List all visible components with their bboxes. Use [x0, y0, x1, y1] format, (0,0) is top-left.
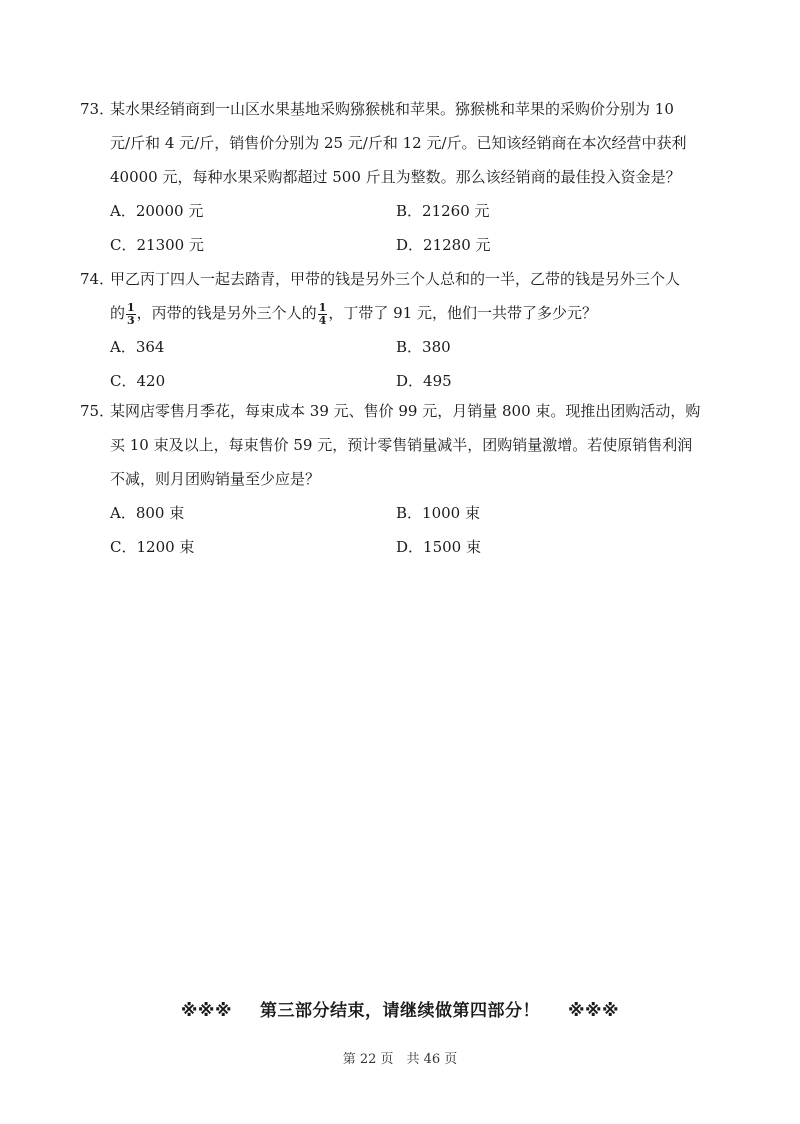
- question-73: [80, 92, 720, 262]
- options: [110, 496, 720, 564]
- question-line: [80, 394, 720, 428]
- fraction-numerator: 1: [127, 300, 135, 314]
- option-a: A．20000 元: [110, 202, 204, 220]
- option-d: D．21280 元: [396, 236, 491, 254]
- question-text: 不减，则月团购销量至少应是？: [110, 470, 321, 488]
- option-b: B．21260 元: [396, 202, 490, 220]
- option-c: C．420: [110, 372, 166, 390]
- reference-mark-left: ※※※: [180, 1001, 232, 1021]
- page-footer: 第 22 页 共 46 页: [342, 1052, 458, 1067]
- option-row: [110, 530, 720, 564]
- reference-mark-right: ※※※: [568, 1001, 620, 1021]
- option-a: A．800 束: [110, 504, 185, 522]
- question-text: 某网店零售月季花，每束成本 39 元、售价 99 元，月销量 800 束。现推出团购活动，购: [110, 402, 701, 420]
- option-row: [110, 364, 720, 398]
- option-c: C．1200 束: [110, 538, 195, 556]
- question-number: 73．: [80, 100, 115, 118]
- fraction-one-quarter: [318, 302, 328, 327]
- option-row: [110, 228, 720, 262]
- option-c: C．21300 元: [110, 236, 204, 254]
- option-a: A．364: [110, 338, 165, 356]
- question-number: 74．: [80, 270, 115, 288]
- fraction-one-third: [126, 302, 136, 327]
- question-text: ，丁带了 91 元，他们一共带了多少元？: [328, 304, 597, 322]
- option-b: B．1000 束: [396, 504, 480, 522]
- fraction-denominator: 3: [127, 313, 135, 327]
- question-line: [80, 296, 720, 330]
- option-row: [110, 330, 720, 364]
- section-end-note: [0, 996, 800, 1021]
- question-text: 甲乙丙丁四人一起去踏青，甲带的钱是另外三个人总和的一半，乙带的钱是另外三个人: [110, 270, 681, 288]
- option-d: D．1500 束: [396, 538, 481, 556]
- question-line: [80, 262, 720, 296]
- fraction-numerator: 1: [318, 300, 327, 314]
- option-row: [110, 194, 720, 228]
- option-b: B．380: [396, 338, 451, 356]
- section-end-text: 第三部分结束，请继续做第四部分！: [260, 1001, 540, 1021]
- question-text: 的: [110, 304, 126, 322]
- option-row: [110, 496, 720, 530]
- options: [110, 330, 720, 398]
- question-74: [80, 262, 720, 398]
- question-text: ，丙带的钱是另外三个人的: [136, 304, 317, 322]
- question-number: 75．: [80, 402, 115, 420]
- question-75: [80, 394, 720, 564]
- fraction-denominator: 4: [318, 313, 327, 327]
- options: [110, 194, 720, 262]
- question-text: 某水果经销商到一山区水果基地采购猕猴桃和苹果。猕猴桃和苹果的采购价分别为 10: [110, 100, 674, 118]
- option-d: D．495: [396, 372, 452, 390]
- question-text: 40000 元，每种水果采购都超过 500 斤且为整数。那么该经销商的最佳投入资金是？: [110, 168, 681, 186]
- question-text: 买 10 束及以上，每束售价 59 元，预计零售销量减半，团购销量激增。若使原销售利润: [110, 436, 693, 454]
- question-text: 元/斤和 4 元/斤，销售价分别为 25 元/斤和 12 元/斤。已知该经销商在本次经营中获利: [110, 134, 687, 152]
- question-line: [80, 92, 720, 126]
